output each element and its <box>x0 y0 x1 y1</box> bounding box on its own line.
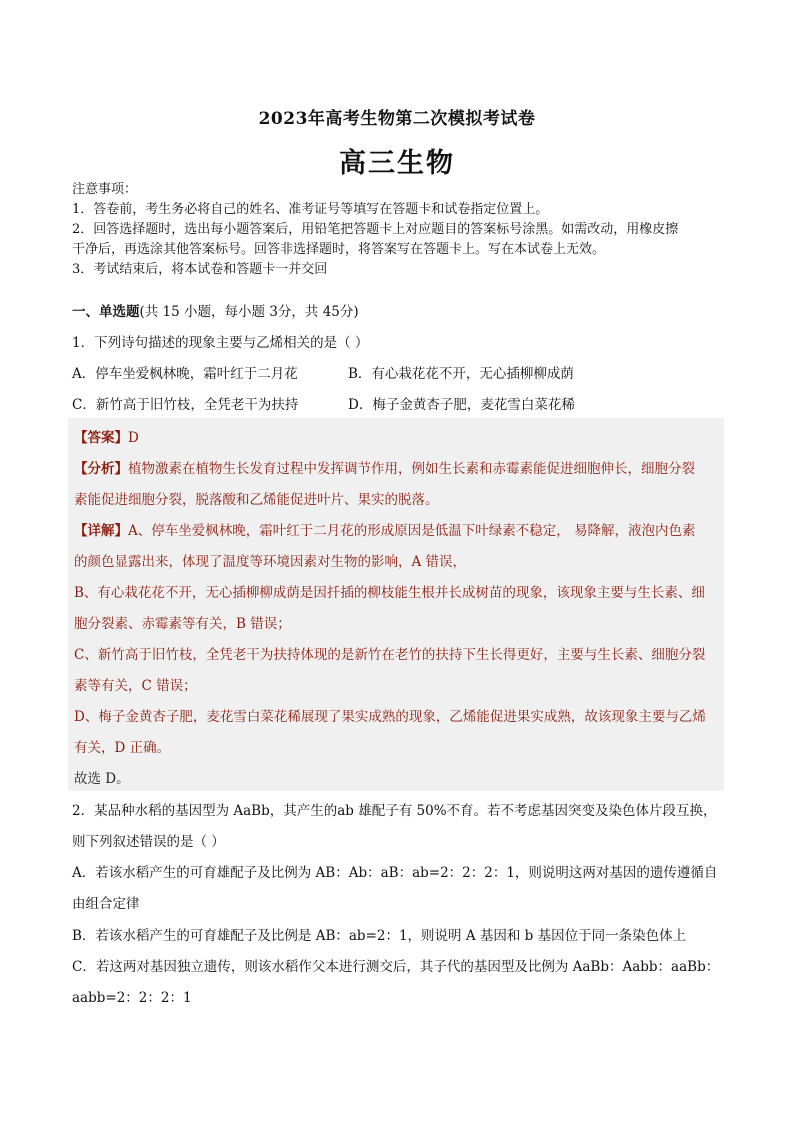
answer-tag: 【答案】 <box>74 430 128 446</box>
section-info: (共 15 小题，每小题 3分，共 45分) <box>139 304 359 320</box>
q1-detail-line-8: 有关，D 正确。 <box>74 740 171 756</box>
q1-option-c: C．新竹高于旧竹枝，全凭老干为扶持 <box>72 397 299 413</box>
notes-item-1: 1．答卷前，考生务必将自己的姓名、准考证号等填写在答题卡和试卷指定位置上。 <box>72 202 549 217</box>
q1-detail-line-3: B、有心栽花花不开，无心插柳柳成荫是因扦插的柳枝能生根并长成树苗的现象，该现象主要与生长素、细 <box>74 585 705 601</box>
q1-detail-line-4: 胞分裂素、赤霉素等有关，B 错误； <box>74 616 291 632</box>
q1-stem: 1．下列诗句描述的现象主要与乙烯相关的是（ ） <box>72 335 369 351</box>
section-label: 一、单选题 <box>72 304 140 320</box>
q2-option-a-line-2: 由组合定律 <box>72 896 140 912</box>
notes-block <box>72 180 732 280</box>
analysis-tag: 【分析】 <box>74 461 128 477</box>
q1-detail-line-1 <box>74 519 696 539</box>
q2-stem-line-1: 2．某品种水稻的基因型为 AaBb，其产生的ab 雄配子有 50%不育。若不考虑基因突变及染色体片段互换， <box>72 803 717 819</box>
detail-tag: 【详解】 <box>74 523 128 539</box>
analysis-text-1: 植物激素在植物生长发育过程中发挥调节作用，例如生长素和赤霉素能促进细胞伸长，细胞分裂 <box>128 461 695 477</box>
notes-heading: 注意事项： <box>72 182 138 197</box>
q1-option-b: B．有心栽花花不开，无心插柳柳成荫 <box>348 366 574 382</box>
q1-detail-line-5: C、新竹高于旧竹枝，全凭老干为扶持体现的是新竹在老竹的扶持下生长得更好，主要与生长素、细胞分裂 <box>74 647 706 663</box>
q1-option-d: D．梅子金黄杏子肥，麦花雪白菜花稀 <box>348 397 575 413</box>
q2-option-c-line-1: C．若这两对基因独立遗传，则该水稻作父本进行测交后，其子代的基因型及比例为 AaBb：Aabb：aaBb： <box>72 959 720 975</box>
notes-item-2-line-2: 干净后，再选涂其他答案标号。回答非选择题时，将答案写在答题卡上。写在本试卷上无效。 <box>72 242 606 257</box>
answer-value: D <box>128 430 139 446</box>
q1-conclusion: 故选 D。 <box>74 771 130 787</box>
q2-stem-line-2: 则下列叙述错误的是（ ） <box>72 834 225 850</box>
q1-detail-line-7: D、梅子金黄杏子肥，麦花雪白菜花稀展现了果实成熟的现象，乙烯能促进果实成熟，故该现象主要与乙烯 <box>74 709 706 725</box>
exam-subtitle: 高三生物 <box>339 148 455 179</box>
q1-answer <box>74 426 139 446</box>
q1-detail-line-6: 素等有关，C 错误； <box>74 678 197 694</box>
q2-option-a-line-1: A．若该水稻产生的可育雄配子及比例为 AB：Ab：aB：ab=2：2：2：1，则说明这两对基因的遗传遵循自 <box>72 865 718 881</box>
q2-option-b: B．若该水稻产生的可育雄配子及比例是 AB：ab=2：1，则说明 A 基因和 b 基因位于同一条染色体上 <box>72 928 687 944</box>
notes-item-3: 3．考试结束后，将本试卷和答题卡一并交回 <box>72 262 328 277</box>
exam-title: 2023年高考生物第二次模拟考试卷 <box>258 109 536 129</box>
detail-text-1: A、停车坐爱枫林晚，霜叶红于二月花的形成原因是低温下叶绿素不稳定， 易降解，液泡内色素 <box>128 523 696 539</box>
q2-option-c-line-2: aabb=2：2：2：1 <box>72 990 192 1006</box>
q1-option-a: A．停车坐爱枫林晚，霜叶红于二月花 <box>72 366 298 382</box>
q1-analysis-line-2: 素能促进细胞分裂，脱落酸和乙烯能促进叶片、果实的脱落。 <box>74 492 439 508</box>
q1-detail-line-2: 的颜色显露出来，体现了温度等环境因素对生物的影响，A 错误， <box>74 554 467 570</box>
notes-item-2-line-1: 2．回答选择题时，选出每小题答案后，用铅笔把答题卡上对应题目的答案标号涂黑。如需改动，用橡皮擦 <box>72 222 679 237</box>
section-heading <box>72 300 359 320</box>
q1-analysis-line-1 <box>74 457 695 477</box>
